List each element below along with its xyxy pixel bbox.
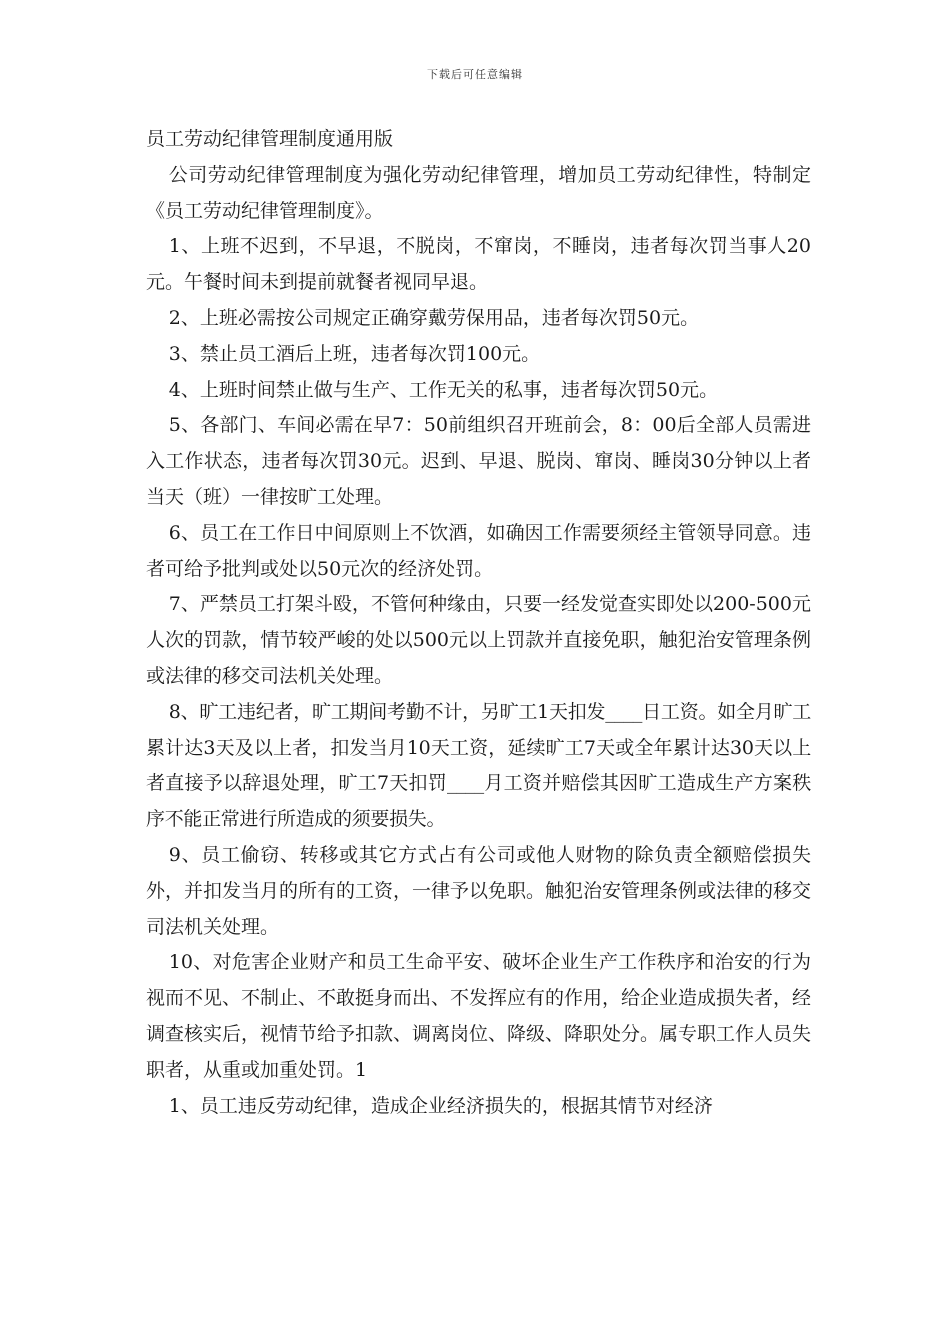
rule-paragraph-1: 1、上班不迟到，不早退，不脱岗，不窜岗，不睡岗，违者每次罚当事人20元。午餐时间未到提前就餐者视同早退。	[146, 235, 811, 294]
rule-paragraph-4: 4、上班时间禁止做与生产、工作无关的私事，违者每次罚50元。	[168, 378, 719, 401]
document-title: 员工劳动纪律管理制度通用版	[146, 128, 394, 150]
rule-paragraph-6: 6、员工在工作日中间原则上不饮酒，如确因工作需要须经主管领导同意。违者可给予批判或处以50元次的经济处罚。	[146, 521, 811, 580]
rule-paragraph-7: 7、严禁员工打架斗殴，不管何种缘由，只要一经发觉查实即处以200-500元人次的罚款，情节较严峻的处以500元以上罚款并直接免职，触犯治安管理条例或法律的移交司法机关处理。	[146, 593, 811, 687]
rule-paragraph-8: 8、旷工违纪者，旷工期间考勤不计，另旷工1天扣发____日工资。如全月旷工累计达3天及以上者，扣发当月10天工资，延续旷工7天或全年累计达30天以上者直接予以辞退处理，旷工7天扣罚____月工资并赔偿其因旷工造成生产方案秩序不能正常进行所造成的须要损失。	[146, 700, 811, 831]
rule-paragraph-2: 2、上班必需按公司规定正确穿戴劳保用品，违者每次罚50元。	[168, 306, 700, 329]
page-header: 下载后可任意编辑	[427, 68, 523, 81]
document-body	[146, 122, 811, 1124]
rule-paragraph-9: 9、员工偷窃、转移或其它方式占有公司或他人财物的除负责全额赔偿损失外，并扣发当月的所有的工资，一律予以免职。触犯治安管理条例或法律的移交司法机关处理。	[146, 843, 812, 938]
rule-paragraph-11: 1、员工违反劳动纪律，造成企业经济损失的，根据其情节对经济	[168, 1094, 713, 1117]
rule-paragraph-10: 10、对危害企业财产和员工生命平安、破坏企业生产工作秩序和治安的行为视而不见、不制止、不敢挺身而出、不发挥应有的作用，给企业造成损失者，经调查核实后，视情节给予扣款、调离岗位、降级、降职处分。属专职工作人员失职者，从重或加重处罚。1	[146, 951, 812, 1081]
intro-paragraph: 公司劳动纪律管理制度为强化劳动纪律管理，增加员工劳动纪律性，特制定《员工劳动纪律管理制度》。	[146, 163, 811, 222]
rule-paragraph-3: 3、禁止员工酒后上班，违者每次罚100元。	[168, 342, 541, 365]
rule-paragraph-5: 5、各部门、车间必需在早7：50前组织召开班前会，8：00后全部人员需进入工作状态，违者每次罚30元。迟到、早退、脱岗、窜岗、睡岗30分钟以上者当天（班）一律按旷工处理。	[146, 414, 811, 508]
